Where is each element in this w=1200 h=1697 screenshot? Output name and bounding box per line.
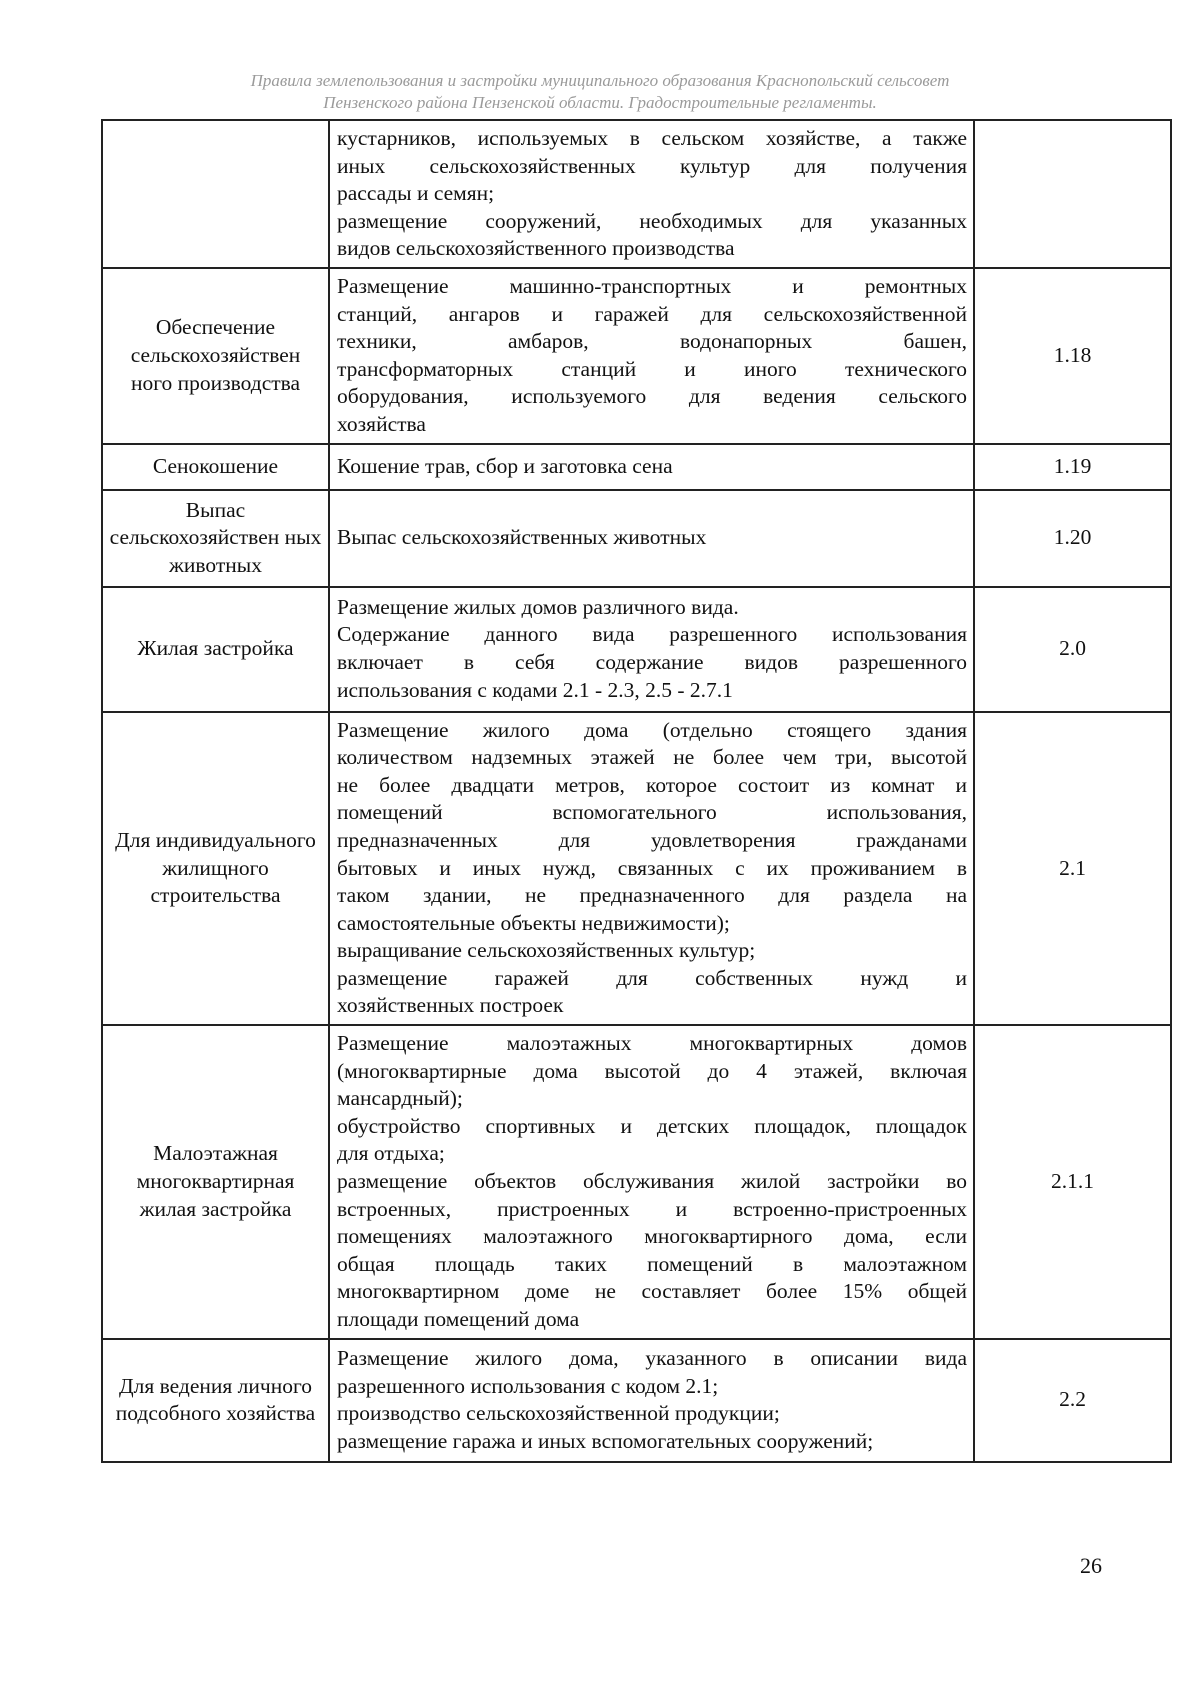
use-type-code: [974, 120, 1171, 268]
description-line: хозяйственных построек: [337, 993, 564, 1018]
use-type-description: [329, 1025, 974, 1339]
description-line: Размещение жилого дома (отдельно стоящего здания: [337, 717, 967, 742]
description-line: техники, амбаров, водонапорных башен,: [337, 329, 967, 354]
description-line: Содержание данного вида разрешенного использования: [337, 622, 967, 647]
use-type-code: 2.2: [974, 1339, 1171, 1462]
description-line: обустройство спортивных и детских площадок, площадок: [337, 1113, 967, 1138]
use-type-code: 1.20: [974, 490, 1171, 587]
page-number: 26: [1080, 1553, 1102, 1578]
description-line: Размещение жилого дома, указанного в описании вида: [337, 1345, 967, 1370]
description-line: выращивание сельскохозяйственных культур;: [337, 938, 756, 963]
description-line: Размещение малоэтажных многоквартирных домов: [337, 1031, 967, 1056]
description-line: хозяйства: [337, 411, 426, 436]
table-row: [102, 712, 1171, 1026]
use-type-name: Жилая застройка: [102, 587, 329, 712]
use-type-code: 1.19: [974, 444, 1171, 490]
description-line: включает в себя содержание видов разрешенного: [337, 650, 967, 675]
description-line: самостоятельные объекты недвижимости);: [337, 910, 730, 935]
description-line: мансардный);: [337, 1086, 463, 1111]
use-type-code: 2.1.1: [974, 1025, 1171, 1339]
description-line: размещение объектов обслуживания жилой застройки во: [337, 1169, 967, 1194]
use-type-code: 2.1: [974, 712, 1171, 1026]
description-line: видов сельскохозяйственного производства: [337, 236, 735, 261]
land-use-table: [101, 119, 1172, 1463]
use-type-name: Малоэтажная многоквартирная жилая застройка: [102, 1025, 329, 1339]
description-line: Кошение трав, сбор и заготовка сена: [337, 453, 673, 478]
use-type-code: 1.18: [974, 268, 1171, 444]
description-line: иных сельскохозяйственных культур для получения: [337, 153, 967, 178]
description-line: Размещение жилых домов различного вида.: [337, 594, 739, 619]
use-type-description: [329, 444, 974, 490]
description-line: предназначенных для удовлетворения гражданами: [337, 827, 967, 852]
description-line: трансформаторных станций и иного технического: [337, 356, 967, 381]
running-header: [100, 70, 1100, 114]
table-row: [102, 1339, 1171, 1462]
table-row: [102, 1025, 1171, 1339]
description-line: встроенных, пристроенных и встроенно-пристроенных: [337, 1196, 967, 1221]
description-line: размещение гаража и иных вспомогательных сооружений;: [337, 1428, 874, 1453]
use-type-description: [329, 490, 974, 587]
description-line: рассады и семян;: [337, 181, 495, 206]
description-line: многоквартирном доме не составляет более 15% общей: [337, 1279, 967, 1304]
description-line: общая площадь таких помещений в малоэтажном: [337, 1251, 967, 1276]
description-line: не более двадцати метров, которое состоит из комнат и: [337, 772, 967, 797]
description-line: Размещение машинно-транспортных и ремонтных: [337, 273, 967, 298]
use-type-description: [329, 587, 974, 712]
description-line: (многоквартирные дома высотой до 4 этажей, включая: [337, 1058, 967, 1083]
description-line: разрешенного использования с кодом 2.1;: [337, 1373, 719, 1398]
use-type-name: Для ведения личного подсобного хозяйства: [102, 1339, 329, 1462]
use-type-name: [102, 120, 329, 268]
description-line: размещение сооружений, необходимых для указанных: [337, 208, 967, 233]
use-type-description: [329, 1339, 974, 1462]
header-line-2: Пензенского района Пензенской области. Градостроительные регламенты.: [323, 93, 877, 112]
header-line-1: Правила землепользования и застройки муниципального образования Краснопольский сельсовет: [250, 71, 950, 90]
description-line: количеством надземных этажей не более чем три, высотой: [337, 745, 967, 770]
description-line: помещений вспомогательного использования,: [337, 800, 967, 825]
description-line: производство сельскохозяйственной продукции;: [337, 1401, 780, 1426]
table-row: [102, 268, 1171, 444]
table-row: [102, 490, 1171, 587]
description-line: для отдыха;: [337, 1141, 445, 1166]
use-type-code: 2.0: [974, 587, 1171, 712]
use-type-description: [329, 120, 974, 268]
description-line: площади помещений дома: [337, 1307, 580, 1331]
description-line: использования с кодами 2.1 - 2.3, 2.5 - 2.7.1: [337, 677, 733, 702]
use-type-name: Для индивидуального жилищного строительства: [102, 712, 329, 1026]
description-line: станций, ангаров и гаражей для сельскохозяйственной: [337, 301, 967, 326]
description-line: помещениях малоэтажного многоквартирного дома, если: [337, 1224, 967, 1249]
description-line: таком здании, не предназначенного для раздела на: [337, 883, 967, 908]
use-type-name: Обеспечение сельскохозяйствен ного производства: [102, 268, 329, 444]
use-type-description: [329, 712, 974, 1026]
description-line: оборудования, используемого для ведения сельского: [337, 384, 967, 409]
table-row: [102, 444, 1171, 490]
table-row: [102, 120, 1171, 268]
use-type-description: [329, 268, 974, 444]
table-row: [102, 587, 1171, 712]
description-line: бытовых и иных нужд, связанных с их проживанием в: [337, 855, 967, 880]
description-line: кустарников, используемых в сельском хозяйстве, а также: [337, 126, 967, 150]
use-type-name: Сенокошение: [102, 444, 329, 490]
description-line: Выпас сельскохозяйственных животных: [337, 525, 707, 550]
use-type-name: Выпас сельскохозяйствен ных животных: [102, 490, 329, 587]
description-line: размещение гаражей для собственных нужд и: [337, 965, 967, 990]
